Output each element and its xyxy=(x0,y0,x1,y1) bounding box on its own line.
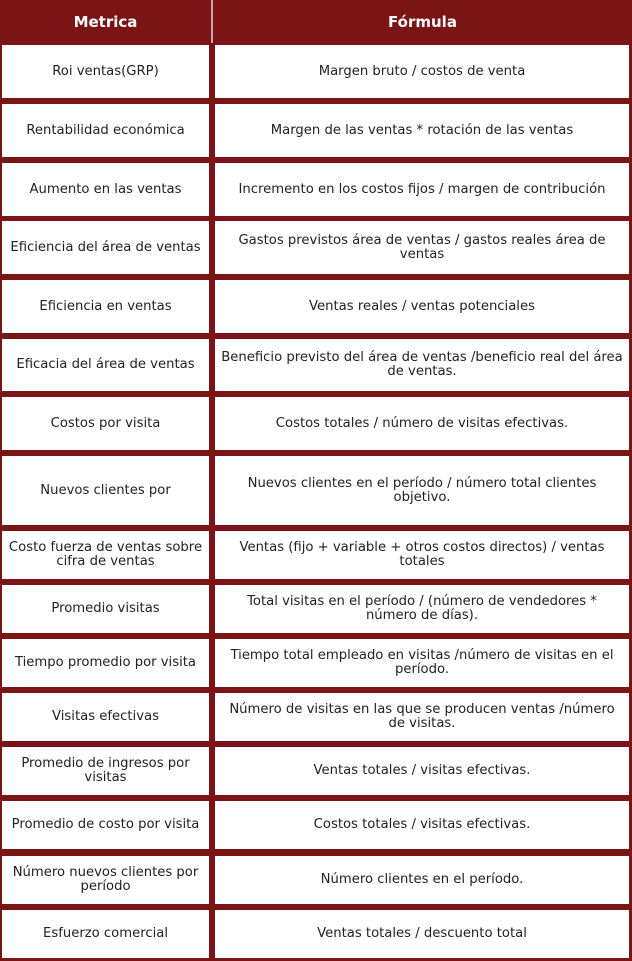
metric-cell: Eficiencia del área de ventas xyxy=(2,221,209,274)
metric-cell: Roi ventas(GRP) xyxy=(2,45,209,98)
formula-cell: Ventas reales / ventas potenciales xyxy=(215,280,629,333)
formula-cell: Ventas totales / descuento total xyxy=(215,910,629,958)
metric-cell: Costos por visita xyxy=(2,397,209,450)
formula-cell: Costos totales / visitas efectivas. xyxy=(215,801,629,849)
table-header xyxy=(0,0,632,43)
formula-cell: Incremento en los costos fijos / margen de contribución xyxy=(215,163,629,216)
metric-cell: Eficiencia en ventas xyxy=(2,280,209,333)
metric-cell: Rentabilidad económica xyxy=(2,104,209,157)
metric-cell: Esfuerzo comercial xyxy=(2,910,209,958)
metric-cell: Nuevos clientes por xyxy=(2,456,209,525)
metric-cell: Costo fuerza de ventas sobre cifra de ventas xyxy=(2,531,209,579)
formula-cell: Tiempo total empleado en visitas /número de visitas en el período. xyxy=(215,639,629,687)
metric-cell: Número nuevos clientes por período xyxy=(2,856,209,904)
formula-cell: Gastos previstos área de ventas / gastos reales área de ventas xyxy=(215,221,629,274)
metric-cell: Visitas efectivas xyxy=(2,693,209,741)
metric-cell: Tiempo promedio por visita xyxy=(2,639,209,687)
formula-cell: Total visitas en el período / (número de vendedores * número de días). xyxy=(215,585,629,633)
formula-cell: Número de visitas en las que se producen ventas /número de visitas. xyxy=(215,693,629,741)
header-metric: Metrica xyxy=(73,12,138,31)
formula-cell: Ventas totales / visitas efectivas. xyxy=(215,747,629,795)
metric-cell: Eficacia del área de ventas xyxy=(2,339,209,391)
formula-cell: Margen de las ventas * rotación de las ventas xyxy=(215,104,629,157)
metric-cell: Aumento en las ventas xyxy=(2,163,209,216)
metric-cell: Promedio visitas xyxy=(2,585,209,633)
metric-cell: Promedio de ingresos por visitas xyxy=(2,747,209,795)
formula-cell: Margen bruto / costos de venta xyxy=(215,45,629,98)
formula-cell: Nuevos clientes en el período / número total clientes objetivo. xyxy=(215,456,629,525)
formula-cell: Número clientes en el período. xyxy=(215,856,629,904)
metric-cell: Promedio de costo por visita xyxy=(2,801,209,849)
formula-cell: Ventas (fijo + variable + otros costos directos) / ventas totales xyxy=(215,531,629,579)
formula-cell: Costos totales / número de visitas efectivas. xyxy=(215,397,629,450)
header-formula: Fórmula xyxy=(388,12,457,31)
formula-cell: Beneficio previsto del área de ventas /beneficio real del área de ventas. xyxy=(215,339,629,391)
